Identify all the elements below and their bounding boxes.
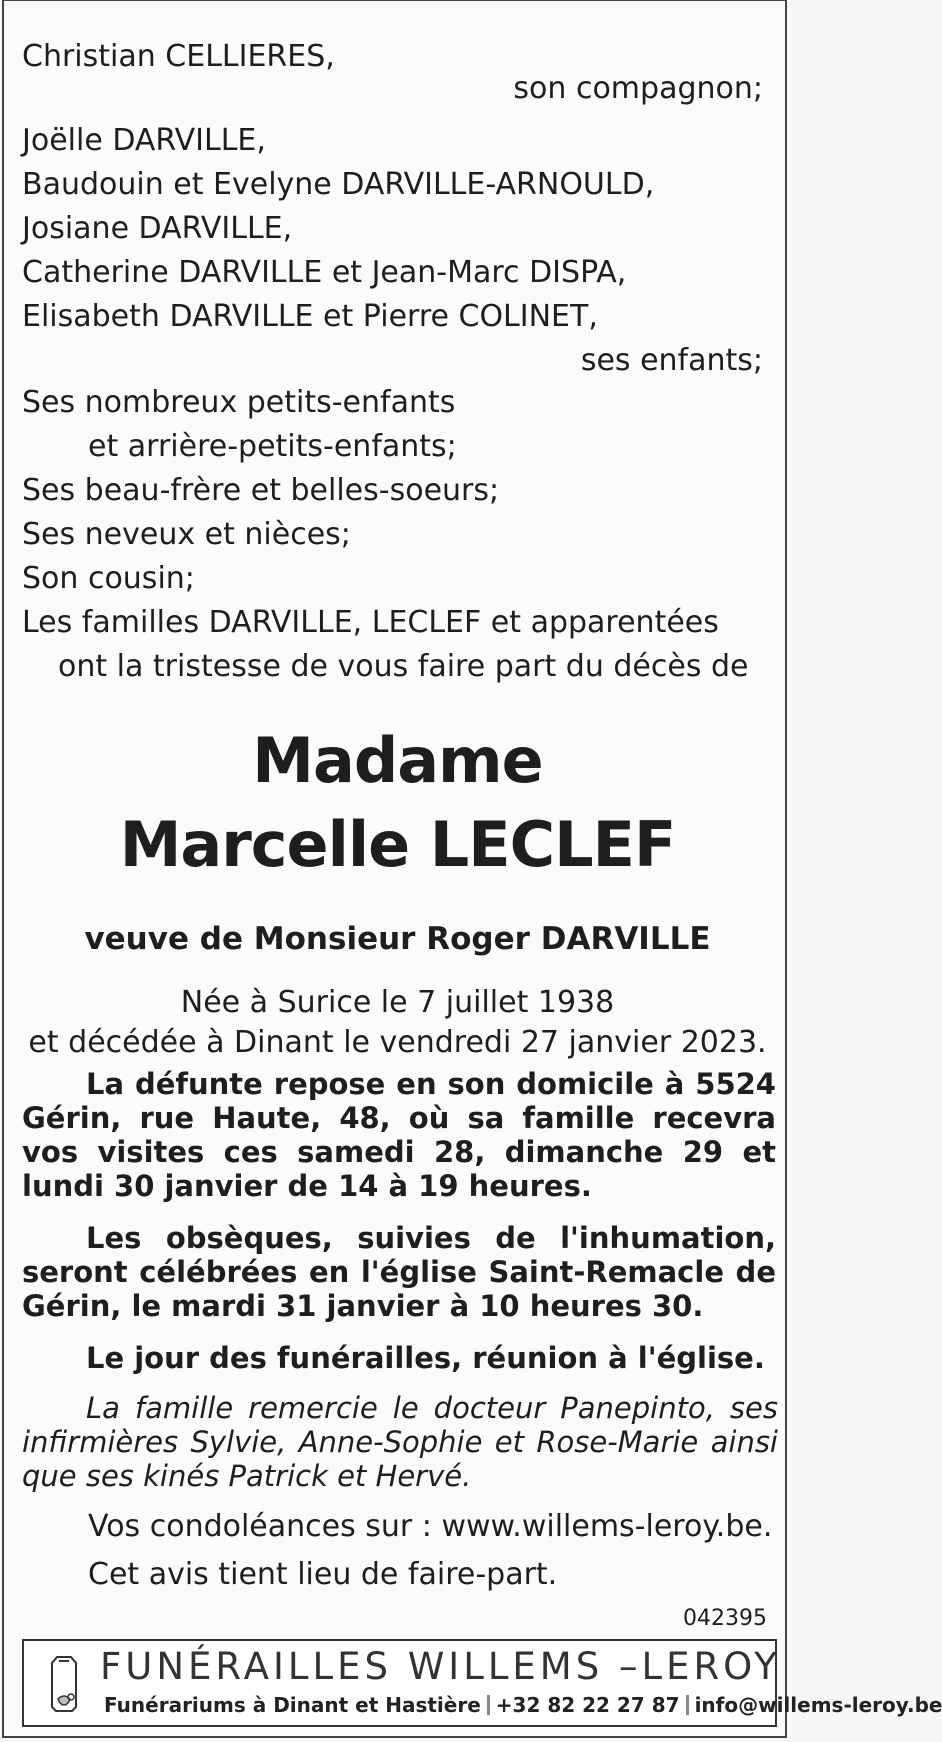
repose-paragraph: La défunte repose en son domicile à 5524 Gérin, rue Haute, 48, où sa famille recevra vos visites ces samedi 28, dimanche 29 et lundi 30 janvier de 14 à 19 heures.: [22, 1067, 776, 1203]
email-address[interactable]: info@willems-leroy.be: [694, 1693, 942, 1717]
funeral-home-logo: FUNÉRAILLES WILLEMS –LEROY: [100, 1645, 781, 1688]
deceased-title: Madame: [252, 724, 543, 797]
widow-line: veuve de Monsieur Roger DARVILLE: [84, 921, 711, 957]
deceased-name: Marcelle LECLEF: [119, 808, 676, 881]
phone-number[interactable]: +32 82 22 27 87: [495, 1693, 680, 1717]
family-line: Joëlle DARVILLE,: [22, 123, 266, 158]
family-line: ses enfants;: [580, 343, 763, 378]
family-line: Les familles DARVILLE, LECLEF et apparentées: [22, 605, 719, 640]
announcement-line: ont la tristesse de vous faire part du décès de: [58, 649, 749, 684]
family-line: Josiane DARVILLE,: [22, 211, 293, 246]
family-line: Catherine DARVILLE et Jean-Marc DISPA,: [22, 255, 627, 290]
family-line: son compagnon;: [513, 71, 763, 106]
condolences-line: Vos condoléances sur : www.willems-leroy.be.: [88, 1509, 773, 1544]
birth-line: Née à Surice le 7 juillet 1938: [180, 985, 615, 1020]
funeral-home-footer: [22, 1639, 942, 1727]
death-line: et décédée à Dinant le vendredi 27 janvier 2023.: [28, 1025, 767, 1060]
family-line: Ses neveux et nièces;: [22, 517, 351, 552]
family-line: Christian CELLIERES,: [22, 39, 335, 74]
family-line: et arrière-petits-enfants;: [88, 429, 457, 464]
notice-frame: [2, 0, 942, 1738]
family-line: Son cousin;: [22, 561, 195, 596]
separator: [686, 1695, 689, 1715]
reunion-paragraph: Le jour des funérailles, réunion à l'église.: [86, 1341, 765, 1375]
family-line: Ses nombreux petits-enfants: [22, 385, 456, 420]
obseques-paragraph: Les obsèques, suivies de l'inhumation, seront célébrées en l'église Saint-Remacle de Gérin, le mardi 31 janvier à 10 heures 30.: [22, 1221, 776, 1323]
urn-icon: [48, 1655, 80, 1713]
funerarium-locations: Funérariums à Dinant et Hastière: [104, 1693, 481, 1717]
family-line: Baudouin et Evelyne DARVILLE-ARNOULD,: [22, 167, 655, 202]
faire-part-line: Cet avis tient lieu de faire-part.: [88, 1557, 558, 1592]
reference-number: 042395: [683, 1606, 767, 1631]
separator: [487, 1695, 490, 1715]
family-line: Elisabeth DARVILLE et Pierre COLINET,: [22, 299, 598, 334]
family-line: Ses beau-frère et belles-soeurs;: [22, 473, 500, 508]
thanks-paragraph: La famille remercie le docteur Panepinto, ses infirmières Sylvie, Anne-Sophie et Rose-Marie ainsi que ses kinés Patrick et Hervé.: [22, 1391, 778, 1493]
contact-line: [104, 1693, 942, 1717]
